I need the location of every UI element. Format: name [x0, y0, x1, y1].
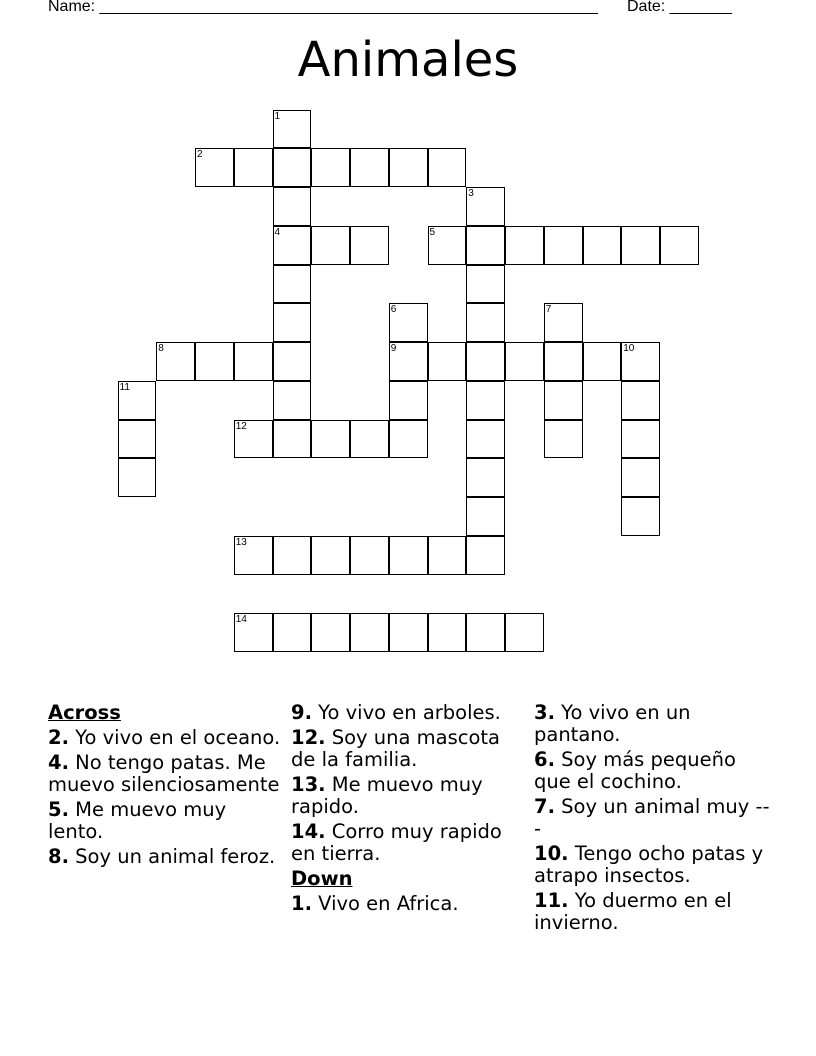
grid-cell[interactable] — [195, 342, 234, 381]
grid-cell[interactable] — [389, 536, 428, 575]
grid-cell[interactable] — [583, 342, 622, 381]
clue-column-3 — [534, 702, 770, 937]
clue-number: 5. — [48, 798, 69, 821]
grid-cell[interactable] — [350, 536, 389, 575]
cell-number: 1 — [274, 110, 281, 122]
clue-text: Me muevo muy rapido. — [291, 773, 483, 818]
grid-cell[interactable] — [466, 497, 505, 536]
grid-cell[interactable] — [118, 381, 157, 420]
grid-cell[interactable] — [350, 148, 389, 187]
grid-cell[interactable] — [428, 536, 467, 575]
grid-cell[interactable] — [195, 148, 234, 187]
across-heading: Across — [48, 701, 121, 724]
cell-number: 9 — [390, 343, 397, 354]
clue-text: No tengo patas. Me muevo silenciosamente — [48, 751, 280, 796]
grid-cell[interactable] — [466, 458, 505, 497]
clue-number: 11. — [534, 889, 569, 912]
grid-cell[interactable] — [505, 613, 544, 652]
clue-across-9 — [291, 702, 527, 724]
clue-number: 1. — [291, 892, 312, 915]
grid-cell[interactable] — [389, 613, 428, 652]
clue-down-10 — [534, 843, 770, 887]
grid-cell[interactable] — [234, 342, 273, 381]
grid-cell[interactable] — [466, 187, 505, 226]
grid-cell[interactable] — [466, 613, 505, 652]
grid-cell[interactable] — [273, 342, 312, 381]
grid-cell[interactable] — [156, 342, 195, 381]
clue-text: Soy un animal muy --- — [534, 795, 770, 840]
grid-cell[interactable] — [273, 381, 312, 420]
grid-cell[interactable] — [428, 342, 467, 381]
clue-number: 13. — [291, 773, 326, 796]
grid-cell[interactable] — [621, 458, 660, 497]
grid-cell[interactable] — [544, 226, 583, 265]
grid-cell[interactable] — [621, 420, 660, 459]
grid-cell[interactable] — [311, 420, 350, 459]
grid-cell[interactable] — [311, 536, 350, 575]
grid-cell[interactable] — [544, 420, 583, 459]
cell-number: 4 — [274, 226, 281, 238]
clue-down-1 — [291, 893, 527, 915]
grid-cell[interactable] — [621, 226, 660, 265]
clue-number: 3. — [534, 701, 555, 724]
clue-text: Soy una mascota de la familia. — [291, 726, 501, 771]
clue-across-13 — [291, 774, 527, 818]
clue-number: 9. — [291, 701, 312, 724]
clue-across-12 — [291, 727, 527, 771]
clue-column-2 — [291, 702, 527, 918]
clue-text: Tengo ocho patas y atrapo insectos. — [534, 842, 764, 887]
grid-cell[interactable] — [311, 226, 350, 265]
cell-number: 10 — [623, 343, 635, 354]
cell-number: 14 — [235, 614, 247, 626]
clue-number: 6. — [534, 748, 555, 771]
grid-cell[interactable] — [621, 381, 660, 420]
clue-across-4 — [48, 752, 284, 796]
grid-cell[interactable] — [273, 110, 312, 149]
grid-cell[interactable] — [466, 536, 505, 575]
grid-cell[interactable] — [428, 613, 467, 652]
grid-cell[interactable] — [273, 420, 312, 459]
cell-number: 8 — [158, 343, 164, 354]
cell-number: 6 — [390, 304, 397, 316]
clue-down-7 — [534, 796, 770, 840]
grid-cell[interactable] — [505, 226, 544, 265]
clue-column-1 — [48, 702, 284, 871]
grid-cell[interactable] — [389, 303, 428, 342]
clue-text: Yo vivo en el oceano. — [68, 726, 281, 749]
clue-across-8 — [48, 846, 284, 868]
clue-text: Yo duermo en el invierno. — [534, 889, 732, 934]
clue-number: 12. — [291, 726, 326, 749]
grid-cell[interactable] — [389, 342, 428, 381]
clue-text: Yo vivo en arboles. — [311, 701, 501, 724]
grid-cell[interactable] — [466, 381, 505, 420]
cell-number: 12 — [235, 420, 247, 432]
grid-cell[interactable] — [273, 226, 312, 265]
clue-text: Soy un animal feroz. — [68, 845, 276, 868]
grid-cell[interactable] — [234, 613, 273, 652]
grid-cell[interactable] — [311, 613, 350, 652]
clue-number: 2. — [48, 726, 69, 749]
grid-cell[interactable] — [234, 420, 273, 459]
grid-cell[interactable] — [234, 148, 273, 187]
grid-cell[interactable] — [466, 265, 505, 304]
grid-cell[interactable] — [621, 342, 660, 381]
grid-cell[interactable] — [428, 226, 467, 265]
grid-cell[interactable] — [273, 303, 312, 342]
clue-text: Soy más pequeño que el cochino. — [534, 748, 736, 793]
grid-cell[interactable] — [583, 226, 622, 265]
cell-number: 7 — [545, 304, 552, 316]
grid-cell[interactable] — [273, 265, 312, 304]
clue-number: 10. — [534, 842, 569, 865]
grid-cell[interactable] — [273, 187, 312, 226]
clue-text: Yo vivo en un pantano. — [534, 701, 691, 746]
cell-number: 5 — [429, 226, 436, 238]
grid-cell[interactable] — [544, 303, 583, 342]
clue-across-14 — [291, 821, 527, 865]
clue-text: Corro muy rapido en tierra. — [291, 820, 502, 865]
grid-cell[interactable] — [660, 226, 699, 265]
grid-cell[interactable] — [466, 226, 505, 265]
grid-cell[interactable] — [118, 420, 157, 459]
cell-number: 3 — [468, 188, 474, 199]
clue-number: 8. — [48, 845, 69, 868]
name-field-label: Name: ________________________________________________________ — [48, 0, 598, 15]
grid-cell[interactable] — [273, 148, 312, 187]
grid-cell[interactable] — [350, 226, 389, 265]
clue-down-6 — [534, 749, 770, 793]
grid-cell[interactable] — [234, 536, 273, 575]
cell-number: 2 — [197, 149, 203, 161]
clue-down-3 — [534, 702, 770, 746]
cell-number: 13 — [235, 536, 247, 548]
clue-down-11 — [534, 890, 770, 934]
grid-cell[interactable] — [621, 497, 660, 536]
grid-cell[interactable] — [273, 613, 312, 652]
grid-cell[interactable] — [311, 148, 350, 187]
grid-cell[interactable] — [466, 420, 505, 459]
grid-cell[interactable] — [466, 303, 505, 342]
grid-cell[interactable] — [273, 536, 312, 575]
date-field-label: Date: _______ — [627, 0, 732, 15]
grid-cell[interactable] — [389, 381, 428, 420]
grid-cell[interactable] — [544, 342, 583, 381]
grid-cell[interactable] — [544, 381, 583, 420]
clue-number: 14. — [291, 820, 326, 843]
grid-cell[interactable] — [350, 420, 389, 459]
grid-cell[interactable] — [389, 148, 428, 187]
clue-text: Me muevo muy lento. — [48, 798, 227, 843]
clue-across-5 — [48, 799, 284, 843]
grid-cell[interactable] — [350, 613, 389, 652]
clue-number: 7. — [534, 795, 555, 818]
down-heading: Down — [291, 867, 353, 890]
clue-number: 4. — [48, 751, 69, 774]
grid-cell[interactable] — [428, 148, 467, 187]
grid-cell[interactable] — [505, 342, 544, 381]
grid-cell[interactable] — [118, 458, 157, 497]
page-title: Animales — [297, 32, 519, 88]
grid-cell[interactable] — [389, 420, 428, 459]
clue-text: Vivo en Africa. — [311, 892, 459, 915]
cell-number: 11 — [119, 381, 130, 393]
grid-cell[interactable] — [466, 342, 505, 381]
clue-across-2 — [48, 727, 284, 749]
